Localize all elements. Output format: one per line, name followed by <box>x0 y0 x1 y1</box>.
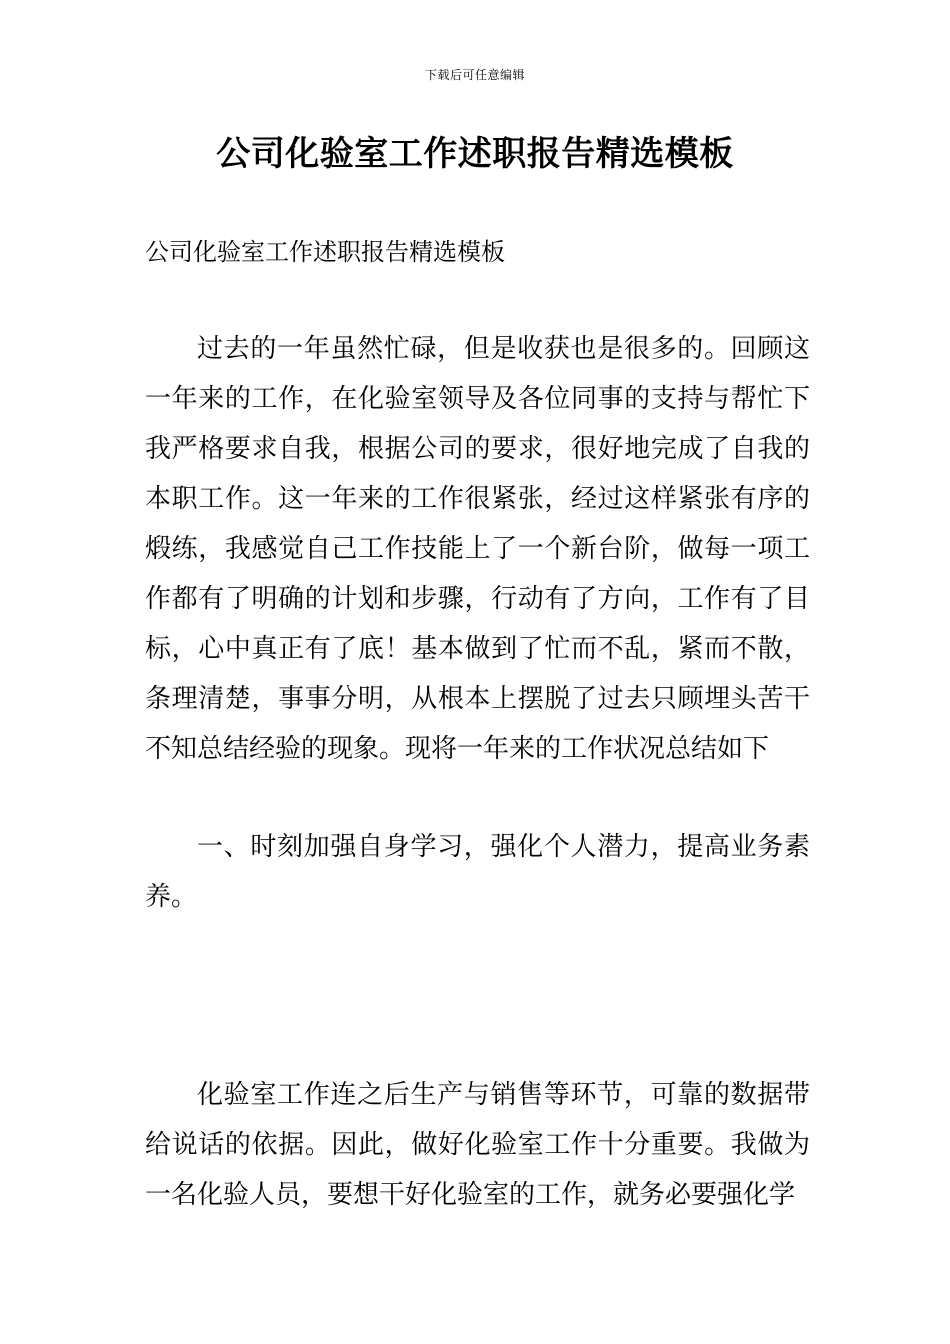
section-heading-1: 一、时刻加强自身学习，强化个人潜力，提高业务素养。 <box>145 832 810 912</box>
header-note: 下载后可任意编辑 <box>424 68 525 82</box>
document-title: 公司化验室工作述职报告精选模板 <box>216 134 734 174</box>
paragraph-intro: 过去的一年虽然忙碌，但是收获也是很多的。回顾这一年来的工作，在化验室领导及各位同事的支持与帮忙下我严格要求自我，根据公司的要求，很好地完成了自我的本职工作。这一年来的工作很紧张，经过这样紧张有序的煅练，我感觉自己工作技能上了一个新台阶，做每一项工作都有了明确的计划和步骤，行动有了方向，工作有了目标，心中真正有了底！基本做到了忙而不乱，紧而不散，条理清楚，事事分明，从根本上摆脱了过去只顾埋头苦干不知总结经验的现象。现将一年来的工作状况总结如下 <box>145 334 810 764</box>
document-subtitle: 公司化验室工作述职报告精选模板 <box>145 238 505 266</box>
paragraph-section-1: 化验室工作连之后生产与销售等环节，可靠的数据带给说话的依据。因此，做好化验室工作十分重要。我做为一名化验人员，要想干好化验室的工作，就务必要强化学 <box>145 1080 810 1210</box>
